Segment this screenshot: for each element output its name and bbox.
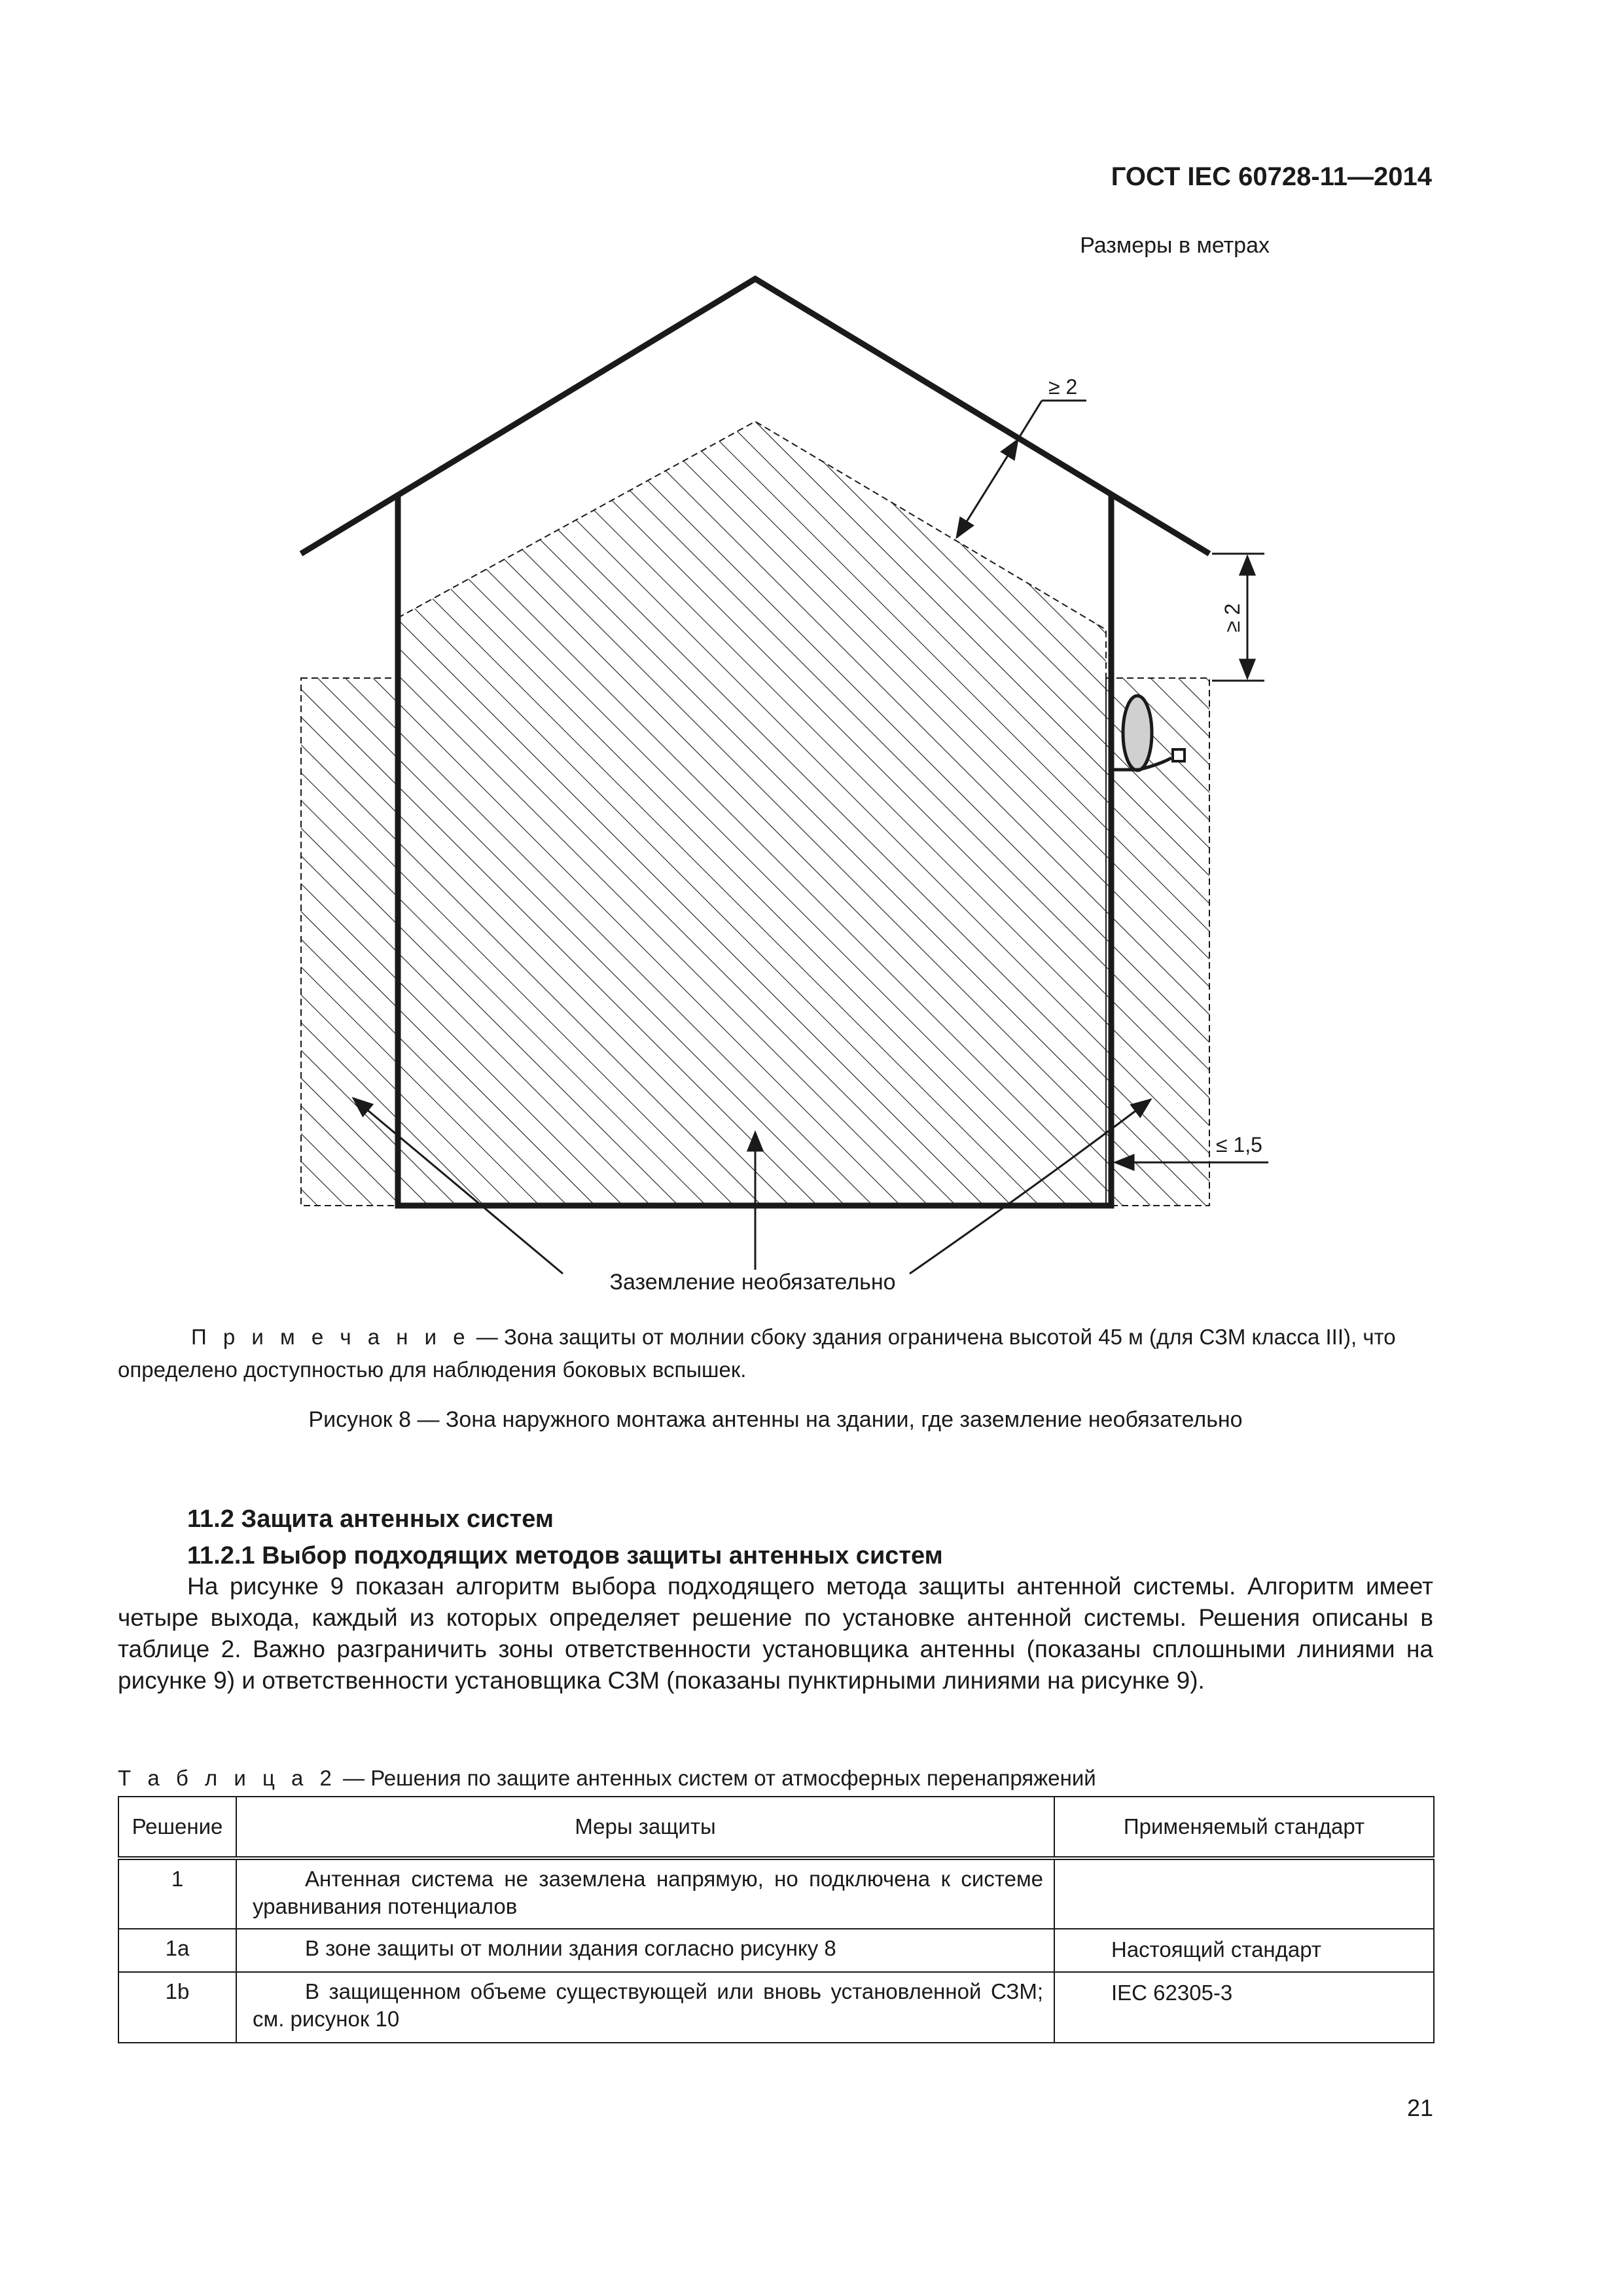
cell-standard [1054,1858,1434,1929]
grounding-label: Заземление необязательно [609,1270,896,1295]
document-code: ГОСТ IEC 60728-11—2014 [1111,162,1432,191]
side-clearance-label: ≥ 2 [1221,603,1244,633]
page-number: 21 [1406,2094,1433,2121]
hatched-zone-left [301,678,398,1206]
figure-caption: Рисунок 8 — Зона наружного монтажа антенны на здании, где заземление необязательно [308,1407,1243,1432]
ground-distance-label: ≤ 1,5 [1216,1133,1262,1157]
cell-measures [236,1858,1054,1929]
section-heading: 11.2 Защита антенных систем [187,1505,554,1533]
dimensions-note: Размеры в метрах [1080,233,1270,258]
cell-standard: IEC 62305-3 [1054,1972,1434,2043]
table-row [118,1858,1434,1929]
cell-solution: 1b [118,1972,236,2043]
header-measures: Меры защиты [236,1797,1054,1858]
cell-standard: Настоящий стандарт [1054,1929,1434,1972]
table-title-lead: Т а б л и ц а 2 [118,1766,337,1790]
cell-measures [236,1972,1054,2043]
header-solution: Решение [118,1797,236,1858]
note-lead: П р и м е ч а н и е [191,1325,471,1349]
cell-solution: 1 [118,1858,236,1929]
table-row [118,1929,1434,1972]
table-title [118,1766,1096,1791]
body-paragraph [118,1571,1433,1696]
hatched-zone-inner [398,422,1106,1206]
paragraph-text: На рисунке 9 показан алгоритм выбора подходящего метода защиты антенной системы. Алгоритм имеет четыре выхода, каждый из которых определяет решение по установке антенной системы. Решения описаны в таблице 2. Важно разграничить зоны ответственности установщика антенны (показаны сплошными линиями на рисунке 9) и ответственности установщика СЗМ (показаны пунктирными линиями на рисунке 9). [118,1573,1433,1694]
solutions-table [118,1796,1435,2043]
table-title-text: — Решения по защите антенных систем от атмосферных перенапряжений [336,1766,1096,1790]
measures-text: В зоне защиты от молнии здания согласно рисунку 8 [305,1936,836,1960]
roof-clearance-label: ≥ 2 [1048,375,1078,399]
figure-note [118,1321,1440,1386]
cell-measures [236,1929,1054,1972]
table-header-row [118,1797,1434,1858]
cell-solution: 1a [118,1929,236,1972]
header-standard: Применяемый стандарт [1054,1797,1434,1858]
measures-text: В защищенном объеме существующей или вновь установленной СЗМ; см. рисунок 10 [253,1979,1043,2031]
table-row [118,1972,1434,2043]
hatched-zone-right [1106,678,1209,1206]
note-text: — Зона защиты от молнии сбоку здания ограничена высотой 45 м (для СЗМ класса III), что определено доступностью для наблюдения боковых вспышек. [118,1325,1396,1382]
measures-text: Антенная система не заземлена напрямую, но подключена к системе уравнивания потенциалов [253,1867,1043,1918]
subsection-heading: 11.2.1 Выбор подходящих методов защиты антенных систем [187,1542,943,1570]
